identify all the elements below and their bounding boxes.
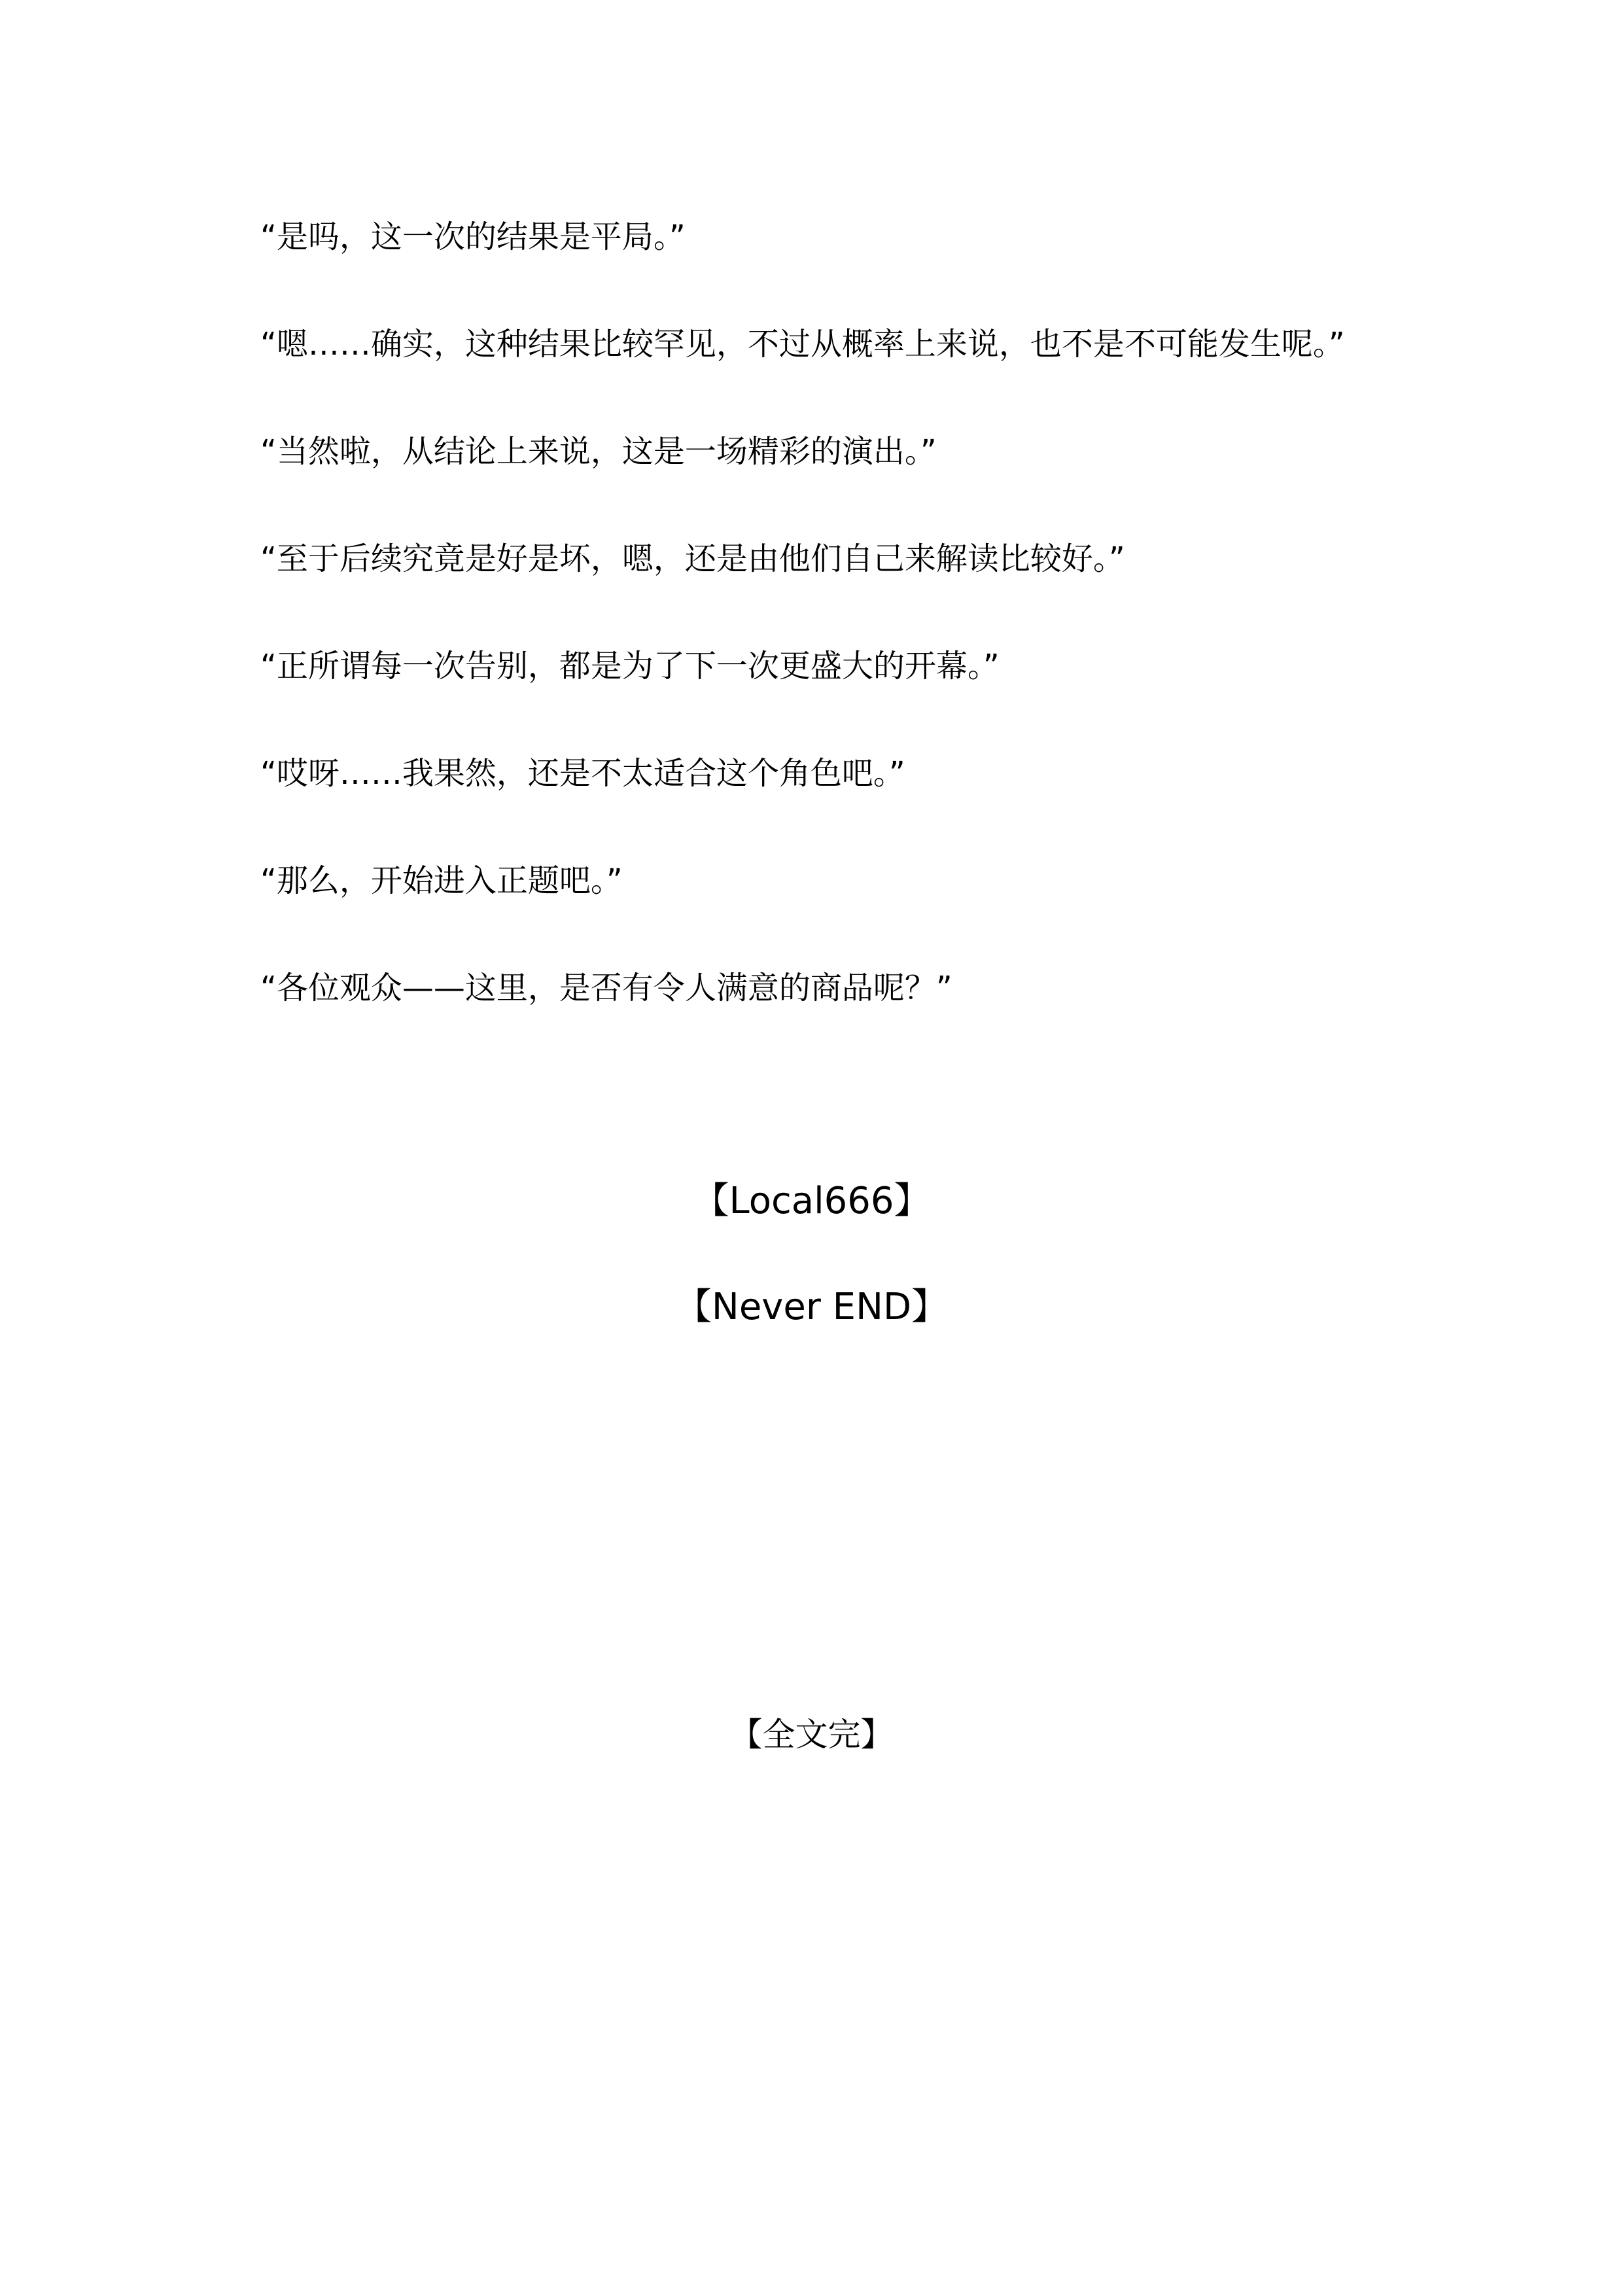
dialogue-block — [260, 216, 1438, 1074]
dialogue-line: “哎呀……我果然，还是不太适合这个角色吧。” — [260, 755, 905, 792]
dialogue-line: “那么，开始进入正题吧。” — [260, 862, 623, 899]
subtitle-line: 【Never END】 — [674, 1286, 949, 1328]
dialogue-line: “当然啦，从结论上来说，这是一场精彩的演出。” — [260, 433, 937, 470]
dialogue-line: “嗯……确实，这种结果比较罕见，不过从概率上来说，也不是不可能发生呢。” — [260, 326, 1345, 362]
dialogue-line: “正所谓每一次告别，都是为了下一次更盛大的开幕。” — [260, 648, 1000, 684]
dialogue-line: “是吗，这一次的结果是平局。” — [260, 219, 686, 255]
dialogue-line: “至于后续究竟是好是坏，嗯，还是由他们自己来解读比较好。” — [260, 540, 1125, 577]
ending-line: 【全文完】 — [729, 1716, 894, 1754]
dialogue-line: “各位观众——这里，是否有令人满意的商品呢？” — [260, 970, 952, 1006]
credit-line: 【Local666】 — [692, 1180, 931, 1222]
